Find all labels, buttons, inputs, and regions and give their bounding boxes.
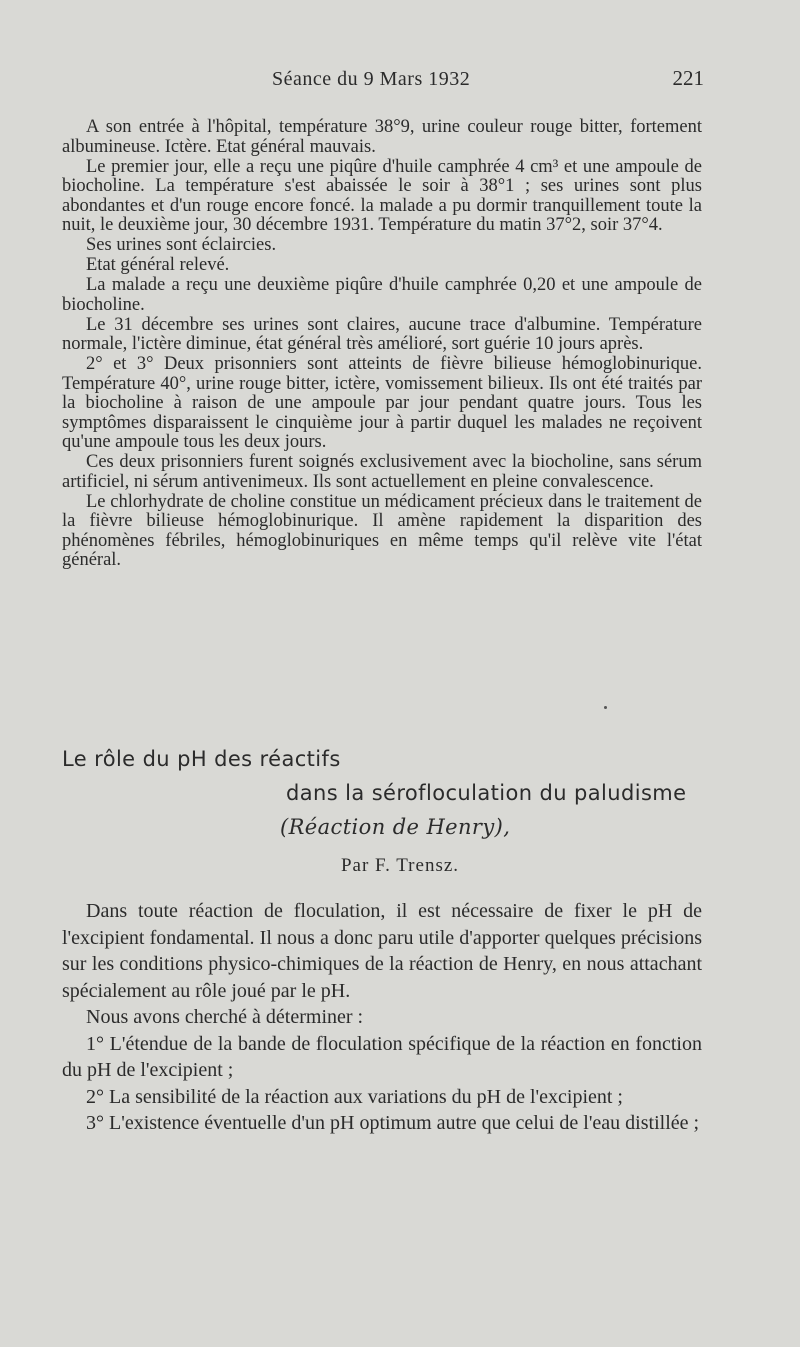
print-speck (604, 706, 607, 709)
paragraph: Ses urines sont éclaircies. (86, 235, 277, 255)
paragraph: Etat général relevé. (86, 255, 230, 275)
author-byline: Par F. Trensz. (340, 855, 460, 876)
paragraph: Le chlorhydrate de choline constitue un médicament précieux dans le traitement de la fièvre bilieuse hémoglobinurique. Il amène rapidement la disparition des phénomènes fébriles, hémoglobinuriques en même temps qu'il relève vite l'état général. (62, 491, 702, 570)
paragraph: 2° et 3° Deux prisonniers sont atteints de fièvre bilieuse hémoglobinurique. Température 40°, urine rouge bitter, ictère, vomissement bilieux. Ils ont été traités par la biocholine à raison de une ampoule par jour pendant quatre jours. Tous les symptômes disparaissent le cinquième jour à partir duquel les malades ne reçoivent qu'une ampoule tous les deux jours. (62, 354, 702, 452)
running-head: Séance du 9 Mars 1932 (272, 68, 471, 90)
paragraph: Le 31 décembre ses urines sont claires, aucune trace d'albumine. Température normale, l'ictère diminue, état général très amélioré, sort guérie 10 jours après. (62, 314, 702, 354)
page-number: 221 (672, 66, 704, 90)
article-text (62, 898, 702, 1137)
paragraph: Dans toute réaction de floculation, il est nécessaire de fixer le pH de l'excipient fondamental. Il nous a donc paru utile d'apporter quelques précisions sur les conditions physico-chimiques de la réaction de Henry, en nous attachant spécialement au rôle joué par le pH. (62, 900, 702, 1002)
paragraph: Le premier jour, elle a reçu une piqûre d'huile camphrée 4 cm³ et une ampoule de biocholine. La température s'est abaissée le soir à 38°1 ; ses urines sont plus abondantes et d'un rouge encore foncé. la malade a pu dormir tranquillement toute la nuit, le deuxième jour, 30 décembre 1931. Température du matin 37°2, soir 37°4. (62, 156, 702, 235)
paragraph: La malade a reçu une deuxième piqûre d'huile camphrée 0,20 et une ampoule de biocholine. (62, 275, 702, 315)
title-line-2: dans la sérofloculation du paludisme (286, 781, 687, 805)
paragraph: 2° La sensibilité de la réaction aux variations du pH de l'excipient ; (86, 1085, 623, 1108)
title-line-1: Le rôle du pH des réactifs (62, 747, 341, 771)
paragraph: A son entrée à l'hôpital, température 38°9, urine couleur rouge bitter, fortement albumineuse. Ictère. Etat général mauvais. (62, 117, 702, 157)
article-title (62, 747, 702, 851)
case-report-text (62, 118, 702, 571)
paragraph: 3° L'existence éventuelle d'un pH optimum autre que celui de l'eau distillée ; (86, 1112, 700, 1134)
page-header (62, 66, 704, 94)
paragraph: Nous avons cherché à déterminer : (86, 1006, 364, 1028)
title-line-3: (Réaction de Henry), (280, 815, 511, 839)
paragraph: 1° L'étendue de la bande de floculation spécifique de la réaction en fonction du pH de l'excipient ; (62, 1032, 702, 1081)
paragraph: Ces deux prisonniers furent soignés exclusivement avec la biocholine, sans sérum artificiel, ni sérum antivenimeux. Ils sont actuellement en pleine convalescence. (62, 452, 702, 492)
